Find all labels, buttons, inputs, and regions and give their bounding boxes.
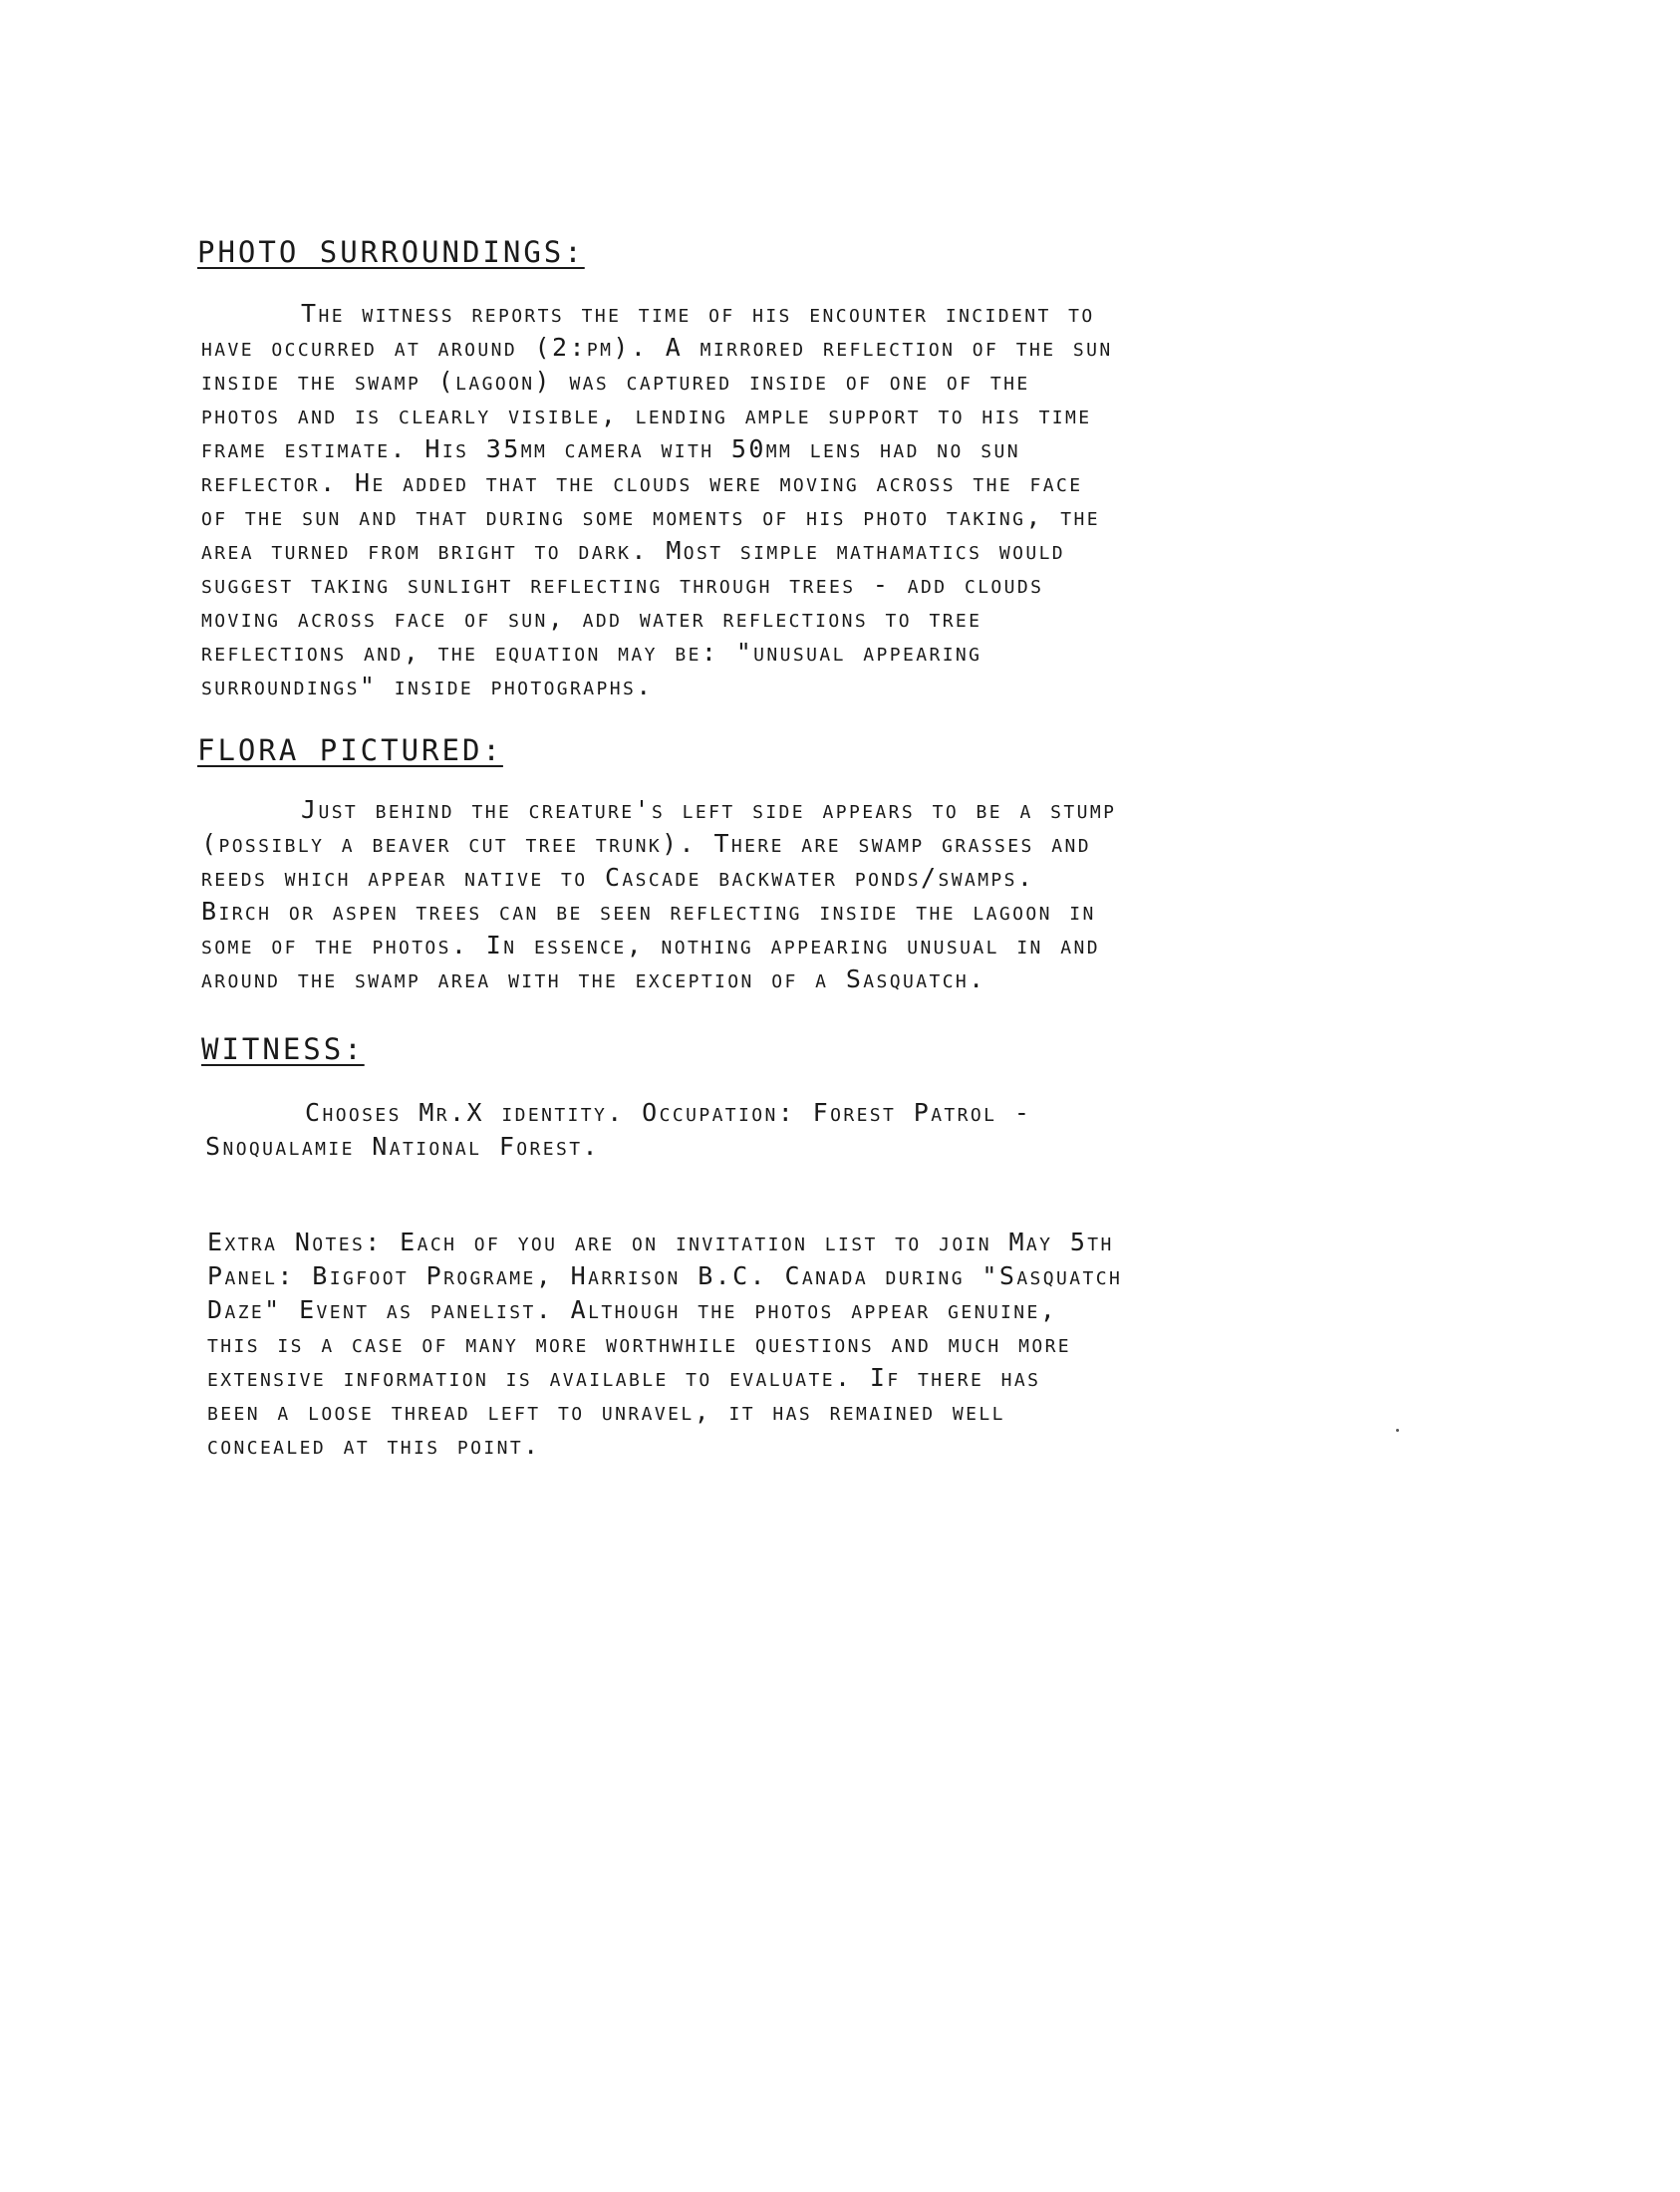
text-line: Daze" Event as panelist. Although the photos appear genuine, bbox=[207, 1295, 1058, 1324]
text-line: Panel: Bigfoot Programe, Harrison B.C. Canada during "Sasquatch bbox=[207, 1261, 1123, 1290]
text-line: around the swamp area with the exception of a Sasquatch. bbox=[201, 964, 986, 993]
text-line: area turned from bright to dark. Most simple mathamatics would bbox=[201, 536, 1066, 565]
text-line: reeds which appear native to Cascade backwater ponds/swamps. bbox=[201, 863, 1035, 892]
text-line: Chooses Mr.X identity. Occupation: Forest Patrol - bbox=[305, 1098, 1032, 1127]
heading-photo-surroundings: PHOTO SURROUNDINGS: bbox=[197, 235, 585, 269]
text-line: frame estimate. His 35mm camera with 50mm lens had no sun bbox=[201, 434, 1020, 463]
paragraph-extra-notes bbox=[207, 1226, 1122, 1463]
text-line: reflections and, the equation may be: "unusual appearing bbox=[201, 638, 982, 667]
text-line: reflector. He added that the clouds were moving across the face bbox=[201, 468, 1083, 497]
scan-speck bbox=[1396, 1429, 1399, 1432]
text-line: Extra Notes: Each of you are on invitation list to join May 5th bbox=[207, 1228, 1114, 1256]
text-line: this is a case of many more worthwhile questions and much more bbox=[207, 1329, 1072, 1358]
text-line: extensive information is available to evaluate. If there has bbox=[207, 1363, 1041, 1392]
paragraph-flora-pictured bbox=[201, 793, 1116, 996]
heading-flora-pictured: FLORA PICTURED: bbox=[197, 733, 503, 767]
paragraph-photo-surroundings bbox=[201, 297, 1113, 703]
text-line: Snoqualamie National Forest. bbox=[205, 1132, 600, 1161]
heading-witness: WITNESS: bbox=[201, 1032, 365, 1066]
text-line: The witness reports the time of his encounter incident to bbox=[301, 299, 1095, 328]
text-line: moving across face of sun, add water reflections to tree bbox=[201, 604, 982, 633]
text-line: of the sun and that during some moments of his photo taking, the bbox=[201, 502, 1100, 531]
text-line: surroundings" inside photographs. bbox=[201, 672, 654, 700]
text-line: photos and is clearly visible, lending ample support to his time bbox=[201, 401, 1092, 429]
text-line: suggest taking sunlight reflecting through trees - add clouds bbox=[201, 570, 1044, 599]
text-line: Birch or aspen trees can be seen reflecting inside the lagoon in bbox=[201, 897, 1096, 926]
text-line: have occurred at around (2:pm). A mirrored reflection of the sun bbox=[201, 333, 1113, 362]
paragraph-witness bbox=[205, 1096, 1031, 1164]
text-line: been a loose thread left to unravel, it has remained well bbox=[207, 1397, 1005, 1426]
text-line: Just behind the creature's left side appears to be a stump bbox=[301, 795, 1117, 824]
text-line: concealed at this point. bbox=[207, 1431, 541, 1460]
text-line: (possibly a beaver cut tree trunk). There are swamp grasses and bbox=[201, 829, 1091, 858]
text-line: some of the photos. In essence, nothing appearing unusual in and bbox=[201, 931, 1100, 959]
text-line: inside the swamp (lagoon) was captured inside of one of the bbox=[201, 367, 1030, 396]
